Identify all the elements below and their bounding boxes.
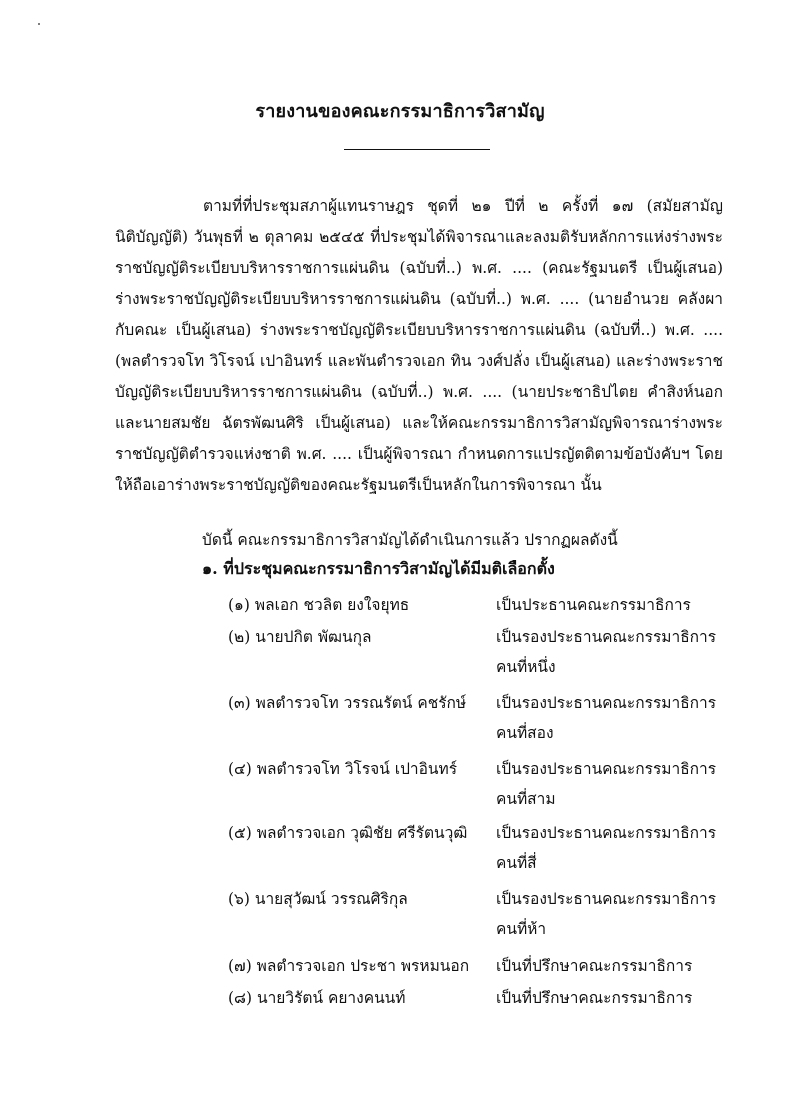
section-heading: ๑. ที่ประชุมคณะกรรมาธิการวิสามัญได้มีมติเลือกตั้ง xyxy=(202,559,555,578)
scan-speck xyxy=(38,23,40,25)
member-name: (๖) นายสุวัฒน์ วรรณศิริกุล xyxy=(228,890,408,908)
member-name: (๔) พลตำรวจโท วิโรจน์ เปาอินทร์ xyxy=(228,760,458,778)
member-role: เป็นที่ปรึกษาคณะกรรมาธิการ xyxy=(496,989,693,1007)
member-name: (๘) นายวิรัตน์ คยางคนนท์ xyxy=(228,989,406,1007)
member-role: เป็นรองประธานคณะกรรมาธิการ คนที่หนึ่ง xyxy=(496,628,717,676)
member-name: (๗) พลตำรวจเอก ประชา พรหมนอก xyxy=(228,957,470,975)
body-paragraph: ตามที่ที่ประชุมสภาผู้แทนราษฎร ชุดที่ ๒๑ ปีที่ ๒ ครั้งที่ ๑๗ (สมัยสามัญนิติบัญญัติ) วันพุธที่ ๒ ตุลาคม ๒๕๔๕ ที่ประชุมได้พิจารณาและลงมติรับหลักการแห่งร่างพระราชบัญญัติระเบียบบริหารราชการแผ่นดิน (ฉบับที่..) พ.ศ. .... (คณะรัฐมนตรี เป็นผู้เสนอ) ร่างพระราชบัญญัติระเบียบบริหารราชการแผ่นดิน (ฉบับที่..) พ.ศ. .... (นายอำนวย คลังผา กับคณะ เป็นผู้เสนอ) ร่างพระราชบัญญัติระเบียบบริหารราชการแผ่นดิน (ฉบับที่..) พ.ศ. .... (พลตำรวจโท วิโรจน์ เปาอินทร์ และพันตำรวจเอก ทิน วงศ์ปลั่ง เป็นผู้เสนอ) และร่างพระราชบัญญัติระเบียบบริหารราชการแผ่นดิน (ฉบับที่..) พ.ศ. .... (นายประชาธิปไตย คำสิงห์นอก และนายสมชัย ฉัตรพัฒนศิริ เป็นผู้เสนอ) และให้คณะกรรมาธิการวิสามัญพิจารณาร่างพระราชบัญญัติตำรวจแห่งชาติ พ.ศ. .... เป็นผู้พิจารณา กำหนดการแปรญัตติตามข้อบังคับฯ โดยให้ถือเอาร่างพระราชบัญญัติของคณะรัฐมนตรีเป็นหลักในการพิจารณา นั้น xyxy=(115,197,723,494)
member-role: เป็นรองประธานคณะกรรมาธิการ คนที่สี่ xyxy=(496,824,717,872)
title-underline xyxy=(344,149,490,150)
member-role: เป็นประธานคณะกรรมาธิการ xyxy=(496,596,691,614)
member-name: (๑) พลเอก ชวลิต ยงใจยุทธ xyxy=(228,596,410,614)
member-role: เป็นรองประธานคณะกรรมาธิการ คนที่ห้า xyxy=(496,890,717,938)
intro-line: บัดนี้ คณะกรรมาธิการวิสามัญได้ดำเนินการแล้ว ปรากฏผลดังนี้ xyxy=(202,531,618,549)
member-name: (๒) นายปกิต พัฒนกุล xyxy=(228,628,372,646)
member-name: (๓) พลตำรวจโท วรรณรัตน์ คชรักษ์ xyxy=(228,694,467,712)
member-name: (๕) พลตำรวจเอก วุฒิชัย ศรีรัตนวุฒิ xyxy=(228,824,468,842)
document-title: รายงานของคณะกรรมาธิการวิสามัญ xyxy=(255,101,545,122)
member-role: เป็นที่ปรึกษาคณะกรรมาธิการ xyxy=(496,957,693,975)
member-role: เป็นรองประธานคณะกรรมาธิการ คนที่สาม xyxy=(496,760,717,808)
member-role: เป็นรองประธานคณะกรรมาธิการ คนที่สอง xyxy=(496,694,717,742)
